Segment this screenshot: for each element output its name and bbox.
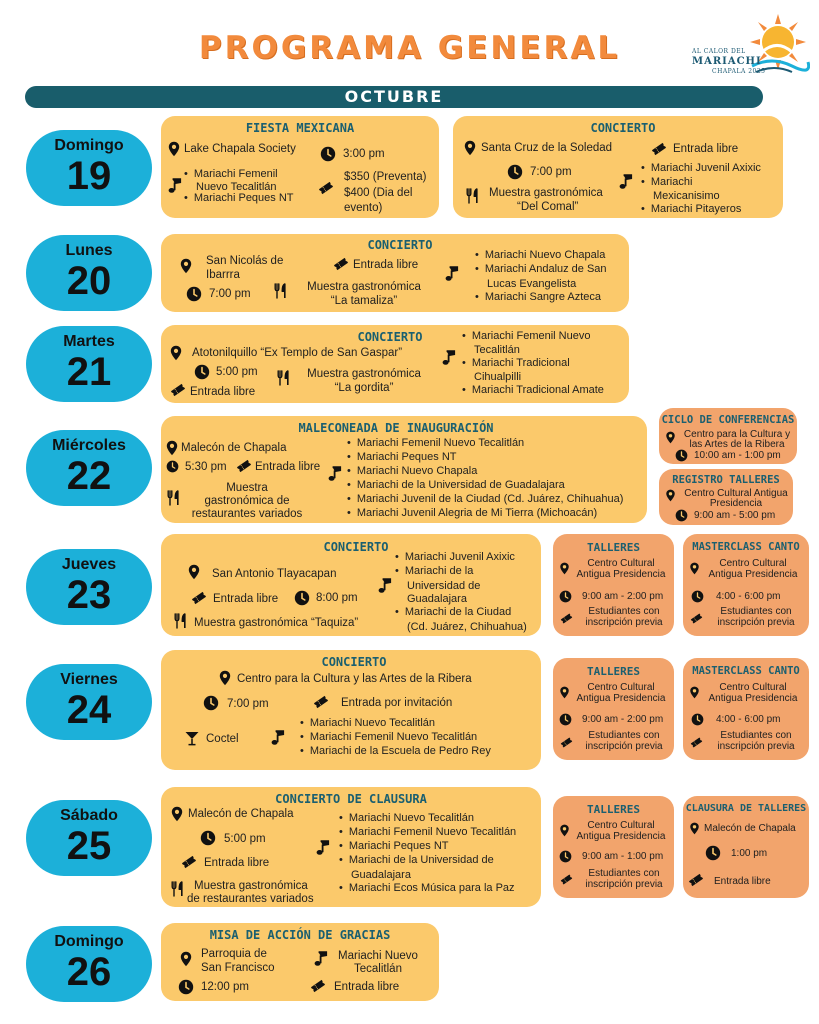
event-time: 7:00 pm: [530, 166, 572, 178]
event-time: 8:00 pm: [316, 592, 358, 604]
clock-icon: [507, 164, 523, 180]
mariachi-item-cont: Guadalajara: [407, 593, 467, 605]
clock-icon: [166, 460, 179, 473]
event-note-cont: inscripción previa: [585, 617, 663, 628]
event-time: 5:30 pm: [185, 461, 227, 473]
event-time: 12:00 pm: [201, 981, 249, 993]
mariachi-item: • Mariachi de la Escuela de Pedro Rey: [300, 745, 491, 758]
day-number: 25: [66, 824, 112, 868]
clock-icon: [691, 590, 704, 603]
event-place-cont: Presidencia: [709, 498, 763, 509]
event-time: 4:00 - 6:00 pm: [716, 714, 781, 725]
event-place-cont: Antigua Presidencia: [576, 831, 666, 842]
clock-icon: [559, 850, 572, 863]
event-entry: Entrada libre: [204, 857, 270, 869]
location-pin-icon: [217, 670, 233, 686]
mariachi-item-cont: Cihualpilli: [474, 371, 522, 383]
mariachi-item: • Mariachi Femenil Nuevo Tecalitlán: [300, 731, 477, 744]
mariachi-item: • Mariachi Juvenil Axixic: [395, 551, 515, 564]
day-badge-20: [26, 235, 152, 311]
day-number: 20: [66, 259, 112, 303]
mariachi-item: • Mariachi Nuevo Chapala: [347, 465, 477, 478]
mariachi-item: • Mariachi Femenil Nuevo: [462, 330, 590, 343]
event-time: 9:00 am - 5:00 pm: [694, 510, 776, 521]
ticket-icon: [690, 736, 703, 749]
event-place: San Nicolás de: [206, 255, 284, 267]
location-pin-icon: [166, 141, 182, 157]
event-place: Centro Cultural: [719, 682, 787, 693]
event-title: CONCIERTO: [367, 238, 433, 252]
mariachi-item-cont: Nuevo Tecalitlán: [196, 181, 277, 193]
day-badge-26: [26, 926, 152, 1002]
event-title: CONCIERTO: [357, 330, 423, 344]
mariachi-item-cont: Tecalitlán: [474, 344, 520, 356]
day-name: Martes: [63, 333, 115, 350]
food-sample-cont: gastronómica de: [204, 495, 290, 507]
music-note-icon: [326, 466, 342, 482]
location-pin-icon: [688, 822, 701, 835]
food-sample-name: “La gordita”: [334, 382, 394, 394]
food-sample: Muestra gastronómica “Taquiza”: [194, 617, 359, 629]
utensils-icon: [276, 370, 292, 386]
mariachi-item: • Mariachi Femenil: [184, 168, 278, 181]
event-time: 7:00 pm: [227, 698, 269, 710]
clock-icon: [186, 286, 202, 302]
food-sample: Muestra gastronómica: [307, 368, 421, 380]
mariachi-item: • Mariachi Femenil Nuevo Tecalitlán: [347, 437, 524, 450]
event-place: Centro para la Cultura y: [683, 429, 791, 440]
clock-icon: [194, 364, 210, 380]
food-sample: Muestra gastronómica: [307, 281, 421, 293]
music-note-icon: [314, 840, 330, 856]
mariachi-item: • Mariachi de la Ciudad: [395, 606, 511, 619]
ticket-icon: [318, 180, 334, 196]
day-name: Viernes: [60, 671, 118, 688]
mariachi-item-cont: Universidad de: [407, 580, 481, 592]
ticket-icon: [333, 256, 349, 272]
mariachi-item: • Mariachi Andaluz de San: [475, 263, 607, 276]
event-place: Malecón de Chapala: [181, 442, 287, 454]
clock-icon: [320, 146, 336, 162]
mariachi-item: • Mariachi Tradicional: [462, 357, 570, 370]
food-sample: Muestra gastronómica: [194, 880, 308, 892]
clock-icon: [200, 830, 216, 846]
event-entry: Entrada libre: [673, 143, 739, 155]
utensils-icon: [273, 283, 289, 299]
mariachi-item: • Mariachi Nuevo Tecalitlán: [300, 717, 435, 730]
mariachi-item-cont: Guadalajara: [351, 869, 411, 881]
event-time: 9:00 am - 2:00 pm: [582, 714, 664, 725]
event-title: TALLERES: [587, 541, 640, 554]
event-place: Centro Cultural: [587, 558, 655, 569]
event-note-cont: inscripción previa: [585, 879, 663, 890]
mariachi-item: • Mariachi Sangre Azteca: [475, 291, 601, 304]
food-sample: Muestra: [226, 482, 268, 494]
mariachi-item: • Mariachi de la Universidad de Guadalajara: [347, 479, 565, 492]
clock-icon: [559, 713, 572, 726]
event-place: Santa Cruz de la Soledad: [481, 142, 613, 154]
food-sample-name: “Del Comal”: [517, 201, 579, 213]
utensils-icon: [170, 881, 186, 897]
event-place: Parroquia de: [201, 948, 267, 960]
ticket-icon: [310, 978, 326, 994]
event-time: 5:00 pm: [224, 833, 266, 845]
event-entry: Entrada libre: [714, 876, 771, 887]
clock-icon: [294, 590, 310, 606]
day-number: 22: [66, 454, 112, 498]
event-place: San Antonio Tlayacapan: [212, 568, 337, 580]
ticket-icon: [560, 736, 573, 749]
music-note-icon: [269, 730, 285, 746]
event-place: Centro para la Cultura y las Artes de la Ribera: [237, 673, 472, 685]
mariachi-item-cont: Lucas Evangelista: [487, 278, 577, 290]
event-time: 4:00 - 6:00 pm: [716, 591, 781, 602]
event-place: Malecón de Chapala: [704, 823, 796, 834]
ticket-icon: [191, 590, 207, 606]
music-note-icon: [440, 350, 456, 366]
event-title: CONCIERTO DE CLAUSURA: [275, 792, 427, 806]
music-note-icon: [166, 178, 182, 194]
day-number: 26: [66, 950, 112, 994]
mariachi-item-cont: Mexicanisimo: [653, 190, 720, 202]
event-place: Centro Cultural Antigua: [684, 488, 788, 499]
event-note-cont: inscripción previa: [717, 617, 795, 628]
ticket-icon: [688, 872, 704, 888]
mariachi-item: • Mariachi Pitayeros: [641, 203, 741, 216]
event-title: FIESTA MEXICANA: [245, 121, 355, 135]
event-time: 10:00 am - 1:00 pm: [694, 450, 781, 461]
mariachi-item: • Mariachi Nuevo Chapala: [475, 249, 605, 262]
event-place: Centro Cultural: [587, 820, 655, 831]
event-place: Centro Cultural: [719, 558, 787, 569]
event-entry: Entrada libre: [190, 386, 256, 398]
food-sample-cont: de restaurantes variados: [187, 893, 314, 905]
event-time: 5:00 pm: [216, 366, 258, 378]
mariachi-item: • Mariachi Juvenil Alegria de Mi Tierra (Michoacán): [347, 507, 597, 520]
event-entry: Entrada libre: [255, 461, 321, 473]
clock-icon: [203, 695, 219, 711]
food-sample: Muestra gastronómica: [489, 187, 603, 199]
ticket-icon: [181, 854, 197, 870]
event-place: Centro Cultural: [587, 682, 655, 693]
clock-icon: [675, 509, 688, 522]
cocktail-icon: [184, 730, 200, 746]
event-entry: Entrada libre: [334, 981, 400, 993]
mariachi-item: • Mariachi Peques NT: [184, 192, 294, 205]
event-time: 9:00 am - 2:00 pm: [582, 591, 664, 602]
day-number: 23: [66, 573, 112, 617]
price-presale: $350 (Preventa): [344, 171, 427, 183]
event-title: MASTERCLASS CANTO: [692, 665, 800, 677]
day-badge-24: [26, 664, 152, 740]
day-name: Domingo: [54, 933, 124, 950]
clock-icon: [691, 713, 704, 726]
event-title: CICLO DE CONFERENCIAS: [661, 414, 795, 426]
event-place: Malecón de Chapala: [188, 808, 294, 820]
event-drink: Coctel: [206, 733, 239, 745]
event-title: CONCIERTO: [321, 655, 387, 669]
music-note-icon: [617, 174, 633, 190]
event-place-cont: Ibarrra: [206, 269, 240, 281]
day-badge-25: [26, 800, 152, 876]
event-note-cont: inscripción previa: [585, 741, 663, 752]
event-title: MALECONEADA DE INAUGURACIÓN: [298, 421, 494, 435]
logo-main-text: MARIACHI: [692, 56, 762, 67]
event-place-cont: las Artes de la Ribera: [689, 439, 785, 450]
event-entry: Entrada por invitación: [341, 697, 453, 709]
mariachi-item: • Mariachi de la: [395, 565, 473, 578]
page-title: PROGRAMA GENERAL: [198, 30, 621, 66]
logo-top-text: AL CALOR DEL: [692, 48, 746, 55]
event-time: 9:00 am - 1:00 pm: [582, 851, 664, 862]
clock-icon: [675, 449, 688, 462]
event-place: Lake Chapala Society: [184, 143, 296, 155]
event-place-cont: San Francisco: [201, 962, 275, 974]
ticket-icon: [313, 694, 329, 710]
ticket-icon: [651, 141, 667, 157]
event-time: 1:00 pm: [731, 848, 768, 859]
day-name: Miércoles: [52, 437, 126, 454]
mariachi-item: • Mariachi Juvenil de la Ciudad (Cd. Juárez, Chihuahua): [347, 493, 623, 506]
event-title: TALLERES: [587, 803, 640, 816]
day-number: 19: [66, 154, 112, 198]
mariachi-item: • Mariachi Ecos Música para la Paz: [339, 882, 515, 895]
location-pin-icon: [462, 140, 478, 156]
day-badge-22: [26, 430, 152, 506]
mariachi-item: • Mariachi Peques NT: [339, 840, 449, 853]
mariachi-item: • Mariachi Peques NT: [347, 451, 457, 464]
event-place-cont: Antigua Presidencia: [708, 569, 798, 580]
day-name: Lunes: [65, 242, 113, 259]
day-name: Jueves: [61, 556, 117, 573]
location-pin-icon: [186, 564, 202, 580]
utensils-icon: [166, 490, 182, 506]
location-pin-icon: [178, 258, 194, 274]
event-place-cont: Antigua Presidencia: [576, 693, 666, 704]
mariachi-item: • Mariachi de la Universidad de: [339, 854, 494, 867]
mariachi-item: Mariachi Nuevo: [338, 950, 418, 962]
day-badge-21: [26, 326, 152, 402]
day-badge-23: [26, 549, 152, 625]
mariachi-item: • Mariachi: [641, 176, 692, 189]
event-note: Estudiantes con: [588, 730, 660, 741]
event-title: REGISTRO TALLERES: [672, 474, 780, 486]
mariachi-item: • Mariachi Femenil Nuevo Tecalitlán: [339, 826, 516, 839]
location-pin-icon: [169, 806, 185, 822]
mariachi-item-cont: Tecalitlán: [354, 963, 402, 975]
ticket-icon: [560, 612, 573, 625]
event-time: 3:00 pm: [343, 148, 385, 160]
event-place: Atotonilquillo “Ex Templo de San Gaspar”: [192, 347, 403, 359]
event-title: CLAUSURA DE TALLERES: [685, 803, 807, 814]
clock-icon: [559, 590, 572, 603]
event-note: Estudiantes con: [720, 606, 792, 617]
event-entry: Entrada libre: [353, 259, 419, 271]
utensils-icon: [173, 613, 189, 629]
event-title: TALLERES: [587, 665, 640, 678]
price-event-day: $400 (Dia del: [344, 187, 413, 199]
utensils-icon: [465, 188, 481, 204]
music-note-icon: [376, 578, 392, 594]
day-badge-19: [26, 130, 152, 206]
event-note: Estudiantes con: [588, 606, 660, 617]
food-sample-name: “La tamaliza”: [330, 295, 398, 307]
mariachi-item: • Mariachi Tradicional Amate: [462, 384, 604, 397]
event-title: CONCIERTO: [590, 121, 656, 135]
location-pin-icon: [164, 440, 180, 456]
clock-icon: [705, 845, 721, 861]
location-pin-icon: [168, 345, 184, 361]
month-label: OCTUBRE: [344, 87, 444, 106]
mariachi-item: • Mariachi Nuevo Tecalitlán: [339, 812, 474, 825]
logo-bottom-text: CHAPALA 2025: [712, 68, 766, 75]
event-entry: Entrada libre: [213, 593, 279, 605]
event-time: 7:00 pm: [209, 288, 251, 300]
day-name: Domingo: [54, 137, 124, 154]
day-number: 21: [66, 350, 112, 394]
ticket-icon: [170, 382, 186, 398]
music-note-icon: [443, 266, 459, 282]
ticket-icon: [236, 458, 252, 474]
event-place-cont: Antigua Presidencia: [576, 569, 666, 580]
food-sample-cont: restaurantes variados: [191, 508, 303, 520]
event-note: Estudiantes con: [720, 730, 792, 741]
mariachi-item-cont: (Cd. Juárez, Chihuahua): [407, 621, 527, 633]
day-number: 24: [66, 688, 112, 732]
ticket-icon: [560, 873, 573, 886]
day-name: Sábado: [60, 807, 118, 824]
event-place-cont: Antigua Presidencia: [708, 693, 798, 704]
event-title: MISA DE ACCIÓN DE GRACIAS: [209, 928, 391, 942]
location-pin-icon: [178, 951, 194, 967]
mariachi-item: • Mariachi Juvenil Axixic: [641, 162, 761, 175]
clock-icon: [178, 979, 194, 995]
event-note-cont: inscripción previa: [717, 741, 795, 752]
event-title: CONCIERTO: [323, 540, 389, 554]
ticket-icon: [690, 612, 703, 625]
event-note: Estudiantes con: [588, 868, 660, 879]
event-title: MASTERCLASS CANTO: [692, 541, 800, 553]
price-event-day-cont: evento): [344, 202, 383, 214]
